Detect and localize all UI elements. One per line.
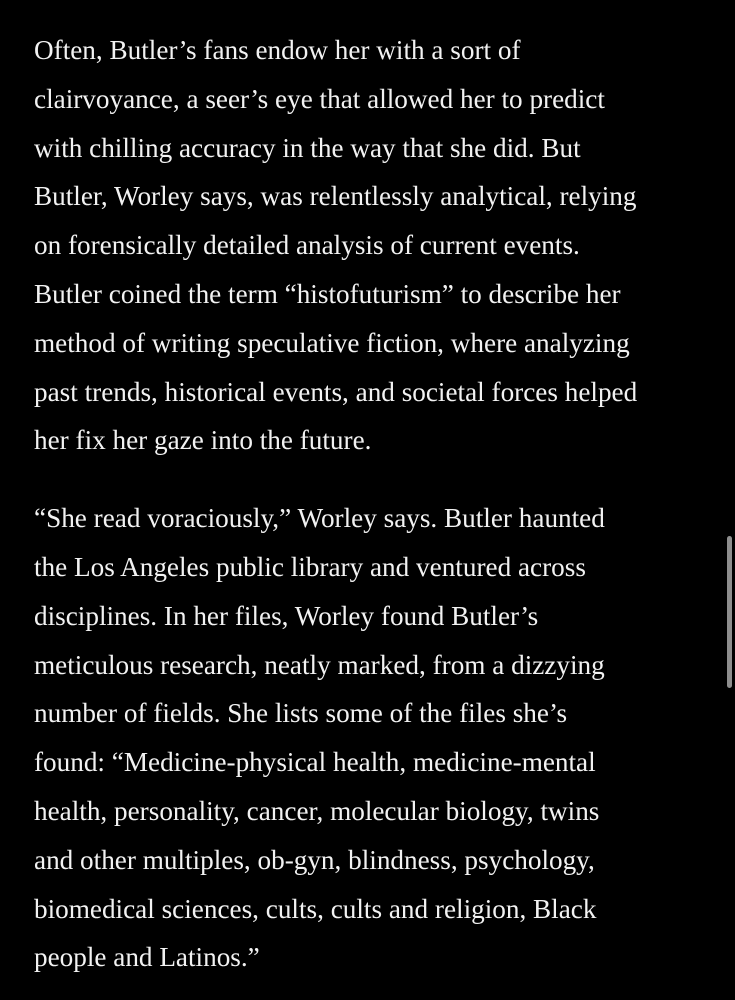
text-line: “She read voraciously,” Worley says. Butler haunted xyxy=(34,503,605,534)
text-line: found: “Medicine-physical health, medicine-mental xyxy=(34,747,596,778)
text-line: disciplines. In her files, Worley found Butler’s xyxy=(34,600,539,631)
text-line: health, personality, cancer, molecular biology, twins xyxy=(34,795,600,826)
text-line: meticulous research, neatly marked, from a dizzying xyxy=(34,649,605,680)
text-line: people and Latinos.” xyxy=(34,942,260,973)
text-line: Butler, Worley says, was relentlessly analytical, relying xyxy=(34,181,637,212)
text-line: on forensically detailed analysis of current events. xyxy=(34,230,580,261)
vertical-scrollbar[interactable] xyxy=(721,0,735,1000)
text-line: clairvoyance, a seer’s eye that allowed her to predict xyxy=(34,83,605,114)
text-line: Butler coined the term “histofuturism” to describe her xyxy=(34,278,621,309)
scrollbar-thumb[interactable] xyxy=(727,536,732,688)
text-line: past trends, historical events, and societal forces helped xyxy=(34,376,638,407)
text-line: number of fields. She lists some of the files she’s xyxy=(34,698,568,729)
article-paragraph-2 xyxy=(34,494,706,982)
article-body xyxy=(34,26,706,982)
text-line: with chilling accuracy in the way that she did. But xyxy=(34,132,581,163)
text-line: biomedical sciences, cults, cults and religion, Black xyxy=(34,893,597,924)
text-line: method of writing speculative fiction, where analyzing xyxy=(34,327,630,358)
article-paragraph-1 xyxy=(34,26,706,465)
paragraph-spacer xyxy=(34,465,706,494)
text-line: her fix her gaze into the future. xyxy=(34,425,372,456)
text-line: the Los Angeles public library and ventured across xyxy=(34,551,586,582)
text-line: Often, Butler’s fans endow her with a sort of xyxy=(34,35,521,65)
text-line: and other multiples, ob-gyn, blindness, psychology, xyxy=(34,844,595,875)
